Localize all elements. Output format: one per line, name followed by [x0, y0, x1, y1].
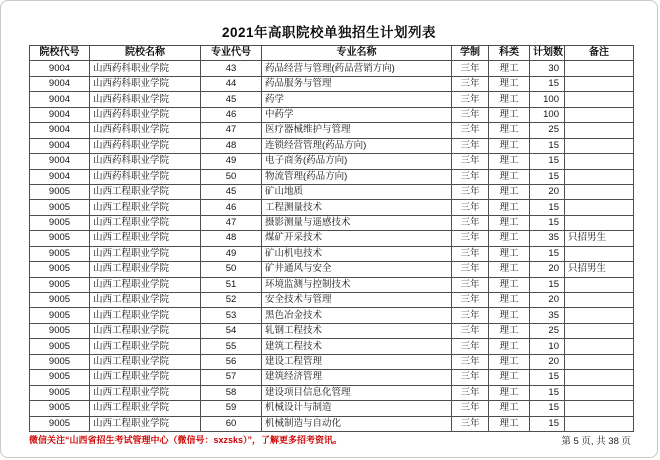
cell-college-name: 山西药科职业学院: [90, 61, 201, 76]
cell-duration: 三年: [452, 76, 489, 91]
cell-plan-count: 35: [530, 231, 565, 246]
cell-major-name: 中药学: [262, 107, 452, 122]
cell-plan-count: 15: [530, 200, 565, 215]
cell-college-code: 9005: [30, 293, 90, 308]
cell-remark: [565, 308, 634, 323]
cell-remark: [565, 76, 634, 91]
cell-duration: 三年: [452, 215, 489, 230]
cell-college-code: 9005: [30, 184, 90, 199]
cell-major-name: 连锁经营管理(药品方向): [262, 138, 452, 153]
cell-plan-count: 15: [530, 370, 565, 385]
cell-duration: 三年: [452, 61, 489, 76]
cell-major-name: 药学: [262, 92, 452, 107]
cell-college-name: 山西药科职业学院: [90, 107, 201, 122]
cell-remark: [565, 293, 634, 308]
cell-major-code: 49: [201, 246, 262, 261]
cell-plan-count: 15: [530, 277, 565, 292]
cell-college-name: 山西工程职业学院: [90, 339, 201, 354]
table-row: [30, 107, 634, 122]
table-row: [30, 323, 634, 338]
cell-category: 理工: [489, 107, 530, 122]
cell-duration: 三年: [452, 323, 489, 338]
enrollment-plan-table: [29, 45, 634, 432]
table-row: [30, 200, 634, 215]
column-header-remark: 备注: [565, 46, 634, 61]
cell-college-name: 山西工程职业学院: [90, 370, 201, 385]
table-row: [30, 277, 634, 292]
cell-duration: 三年: [452, 246, 489, 261]
cell-major-name: 机械设计与制造: [262, 401, 452, 416]
cell-major-code: 50: [201, 262, 262, 277]
cell-category: 理工: [489, 154, 530, 169]
cell-major-name: 轧钢工程技术: [262, 323, 452, 338]
cell-remark: 只招男生: [565, 262, 634, 277]
cell-duration: 三年: [452, 200, 489, 215]
cell-college-name: 山西工程职业学院: [90, 308, 201, 323]
cell-major-code: 54: [201, 323, 262, 338]
cell-remark: [565, 154, 634, 169]
cell-plan-count: 15: [530, 169, 565, 184]
cell-duration: 三年: [452, 92, 489, 107]
cell-duration: 三年: [452, 277, 489, 292]
cell-college-code: 9005: [30, 277, 90, 292]
cell-major-code: 57: [201, 370, 262, 385]
cell-category: 理工: [489, 370, 530, 385]
cell-category: 理工: [489, 401, 530, 416]
cell-college-name: 山西工程职业学院: [90, 354, 201, 369]
cell-college-name: 山西工程职业学院: [90, 293, 201, 308]
page-title: 2021年高职院校单独招生计划列表: [221, 25, 437, 40]
cell-remark: [565, 215, 634, 230]
cell-college-name: 山西工程职业学院: [90, 416, 201, 431]
cell-college-code: 9004: [30, 138, 90, 153]
cell-college-code: 9004: [30, 76, 90, 91]
cell-college-name: 山西工程职业学院: [90, 215, 201, 230]
cell-duration: 三年: [452, 339, 489, 354]
cell-remark: [565, 92, 634, 107]
cell-remark: [565, 200, 634, 215]
cell-duration: 三年: [452, 123, 489, 138]
column-header-college-name: 院校名称: [90, 46, 201, 61]
cell-college-code: 9005: [30, 323, 90, 338]
cell-plan-count: 10: [530, 339, 565, 354]
cell-plan-count: 25: [530, 323, 565, 338]
cell-duration: 三年: [452, 308, 489, 323]
cell-duration: 三年: [452, 293, 489, 308]
table-row: [30, 293, 634, 308]
cell-remark: [565, 246, 634, 261]
cell-college-name: 山西药科职业学院: [90, 154, 201, 169]
cell-category: 理工: [489, 323, 530, 338]
cell-major-name: 矿山地质: [262, 184, 452, 199]
cell-duration: 三年: [452, 370, 489, 385]
cell-college-code: 9005: [30, 401, 90, 416]
cell-plan-count: 15: [530, 401, 565, 416]
cell-category: 理工: [489, 169, 530, 184]
table-row: [30, 354, 634, 369]
table-row: [30, 370, 634, 385]
cell-college-code: 9004: [30, 107, 90, 122]
cell-college-name: 山西工程职业学院: [90, 246, 201, 261]
cell-plan-count: 20: [530, 184, 565, 199]
cell-major-code: 45: [201, 92, 262, 107]
cell-category: 理工: [489, 92, 530, 107]
cell-college-code: 9005: [30, 231, 90, 246]
cell-college-name: 山西药科职业学院: [90, 76, 201, 91]
cell-plan-count: 25: [530, 123, 565, 138]
cell-category: 理工: [489, 246, 530, 261]
cell-college-code: 9004: [30, 92, 90, 107]
cell-plan-count: 15: [530, 154, 565, 169]
cell-major-name: 矿山机电技术: [262, 246, 452, 261]
cell-major-name: 摄影测量与遥感技术: [262, 215, 452, 230]
cell-remark: [565, 123, 634, 138]
cell-plan-count: 20: [530, 293, 565, 308]
cell-major-code: 48: [201, 231, 262, 246]
table-row: [30, 184, 634, 199]
cell-major-name: 工程测量技术: [262, 200, 452, 215]
column-header-major-name: 专业名称: [262, 46, 452, 61]
cell-plan-count: 15: [530, 385, 565, 400]
cell-plan-count: 20: [530, 262, 565, 277]
cell-category: 理工: [489, 138, 530, 153]
cell-college-code: 9005: [30, 416, 90, 431]
cell-category: 理工: [489, 385, 530, 400]
table-row: [30, 215, 634, 230]
cell-plan-count: 15: [530, 416, 565, 431]
cell-college-code: 9004: [30, 169, 90, 184]
cell-college-name: 山西工程职业学院: [90, 200, 201, 215]
cell-college-name: 山西工程职业学院: [90, 401, 201, 416]
cell-plan-count: 15: [530, 215, 565, 230]
cell-college-name: 山西工程职业学院: [90, 277, 201, 292]
cell-major-code: 53: [201, 308, 262, 323]
cell-duration: 三年: [452, 231, 489, 246]
cell-major-code: 47: [201, 123, 262, 138]
cell-category: 理工: [489, 416, 530, 431]
cell-remark: [565, 138, 634, 153]
column-header-major-code: 专业代号: [201, 46, 262, 61]
cell-major-name: 机械制造与自动化: [262, 416, 452, 431]
cell-category: 理工: [489, 354, 530, 369]
cell-category: 理工: [489, 200, 530, 215]
cell-college-code: 9005: [30, 262, 90, 277]
cell-major-name: 建设工程管理: [262, 354, 452, 369]
table-row: [30, 92, 634, 107]
cell-college-code: 9005: [30, 339, 90, 354]
cell-major-name: 安全技术与管理: [262, 293, 452, 308]
cell-category: 理工: [489, 293, 530, 308]
column-header-category: 科类: [489, 46, 530, 61]
cell-remark: [565, 354, 634, 369]
cell-major-code: 58: [201, 385, 262, 400]
cell-plan-count: 100: [530, 107, 565, 122]
cell-duration: 三年: [452, 262, 489, 277]
cell-major-name: 医疗器械维护与管理: [262, 123, 452, 138]
cell-plan-count: 100: [530, 92, 565, 107]
cell-plan-count: 15: [530, 138, 565, 153]
cell-category: 理工: [489, 61, 530, 76]
cell-duration: 三年: [452, 354, 489, 369]
cell-plan-count: 20: [530, 354, 565, 369]
cell-college-name: 山西药科职业学院: [90, 169, 201, 184]
cell-major-code: 45: [201, 184, 262, 199]
cell-major-name: 煤矿开采技术: [262, 231, 452, 246]
cell-major-name: 建筑经济管理: [262, 370, 452, 385]
cell-college-code: 9005: [30, 246, 90, 261]
cell-college-code: 9004: [30, 154, 90, 169]
cell-college-code: 9004: [30, 61, 90, 76]
wechat-notice: 微信关注“山西省招生考试管理中心（微信号：sxzsks）”，了解更多招考资讯。: [29, 435, 343, 445]
cell-college-code: 9005: [30, 308, 90, 323]
cell-remark: [565, 184, 634, 199]
cell-major-code: 46: [201, 200, 262, 215]
table-row: [30, 262, 634, 277]
cell-major-name: 电子商务(药品方向): [262, 154, 452, 169]
cell-major-code: 43: [201, 61, 262, 76]
cell-category: 理工: [489, 123, 530, 138]
cell-college-name: 山西工程职业学院: [90, 184, 201, 199]
cell-major-code: 44: [201, 76, 262, 91]
table-row: [30, 76, 634, 91]
cell-major-name: 矿井通风与安全: [262, 262, 452, 277]
column-header-duration: 学制: [452, 46, 489, 61]
cell-major-code: 46: [201, 107, 262, 122]
cell-plan-count: 35: [530, 308, 565, 323]
cell-major-name: 药品经营与管理(药品营销方向): [262, 61, 452, 76]
cell-remark: [565, 323, 634, 338]
cell-remark: [565, 416, 634, 431]
cell-major-name: 建筑工程技术: [262, 339, 452, 354]
cell-remark: 只招男生: [565, 231, 634, 246]
page-number-info: 第 5 页, 共 38 页: [561, 436, 631, 447]
cell-major-code: 56: [201, 354, 262, 369]
cell-major-code: 48: [201, 138, 262, 153]
cell-duration: 三年: [452, 107, 489, 122]
cell-major-name: 药品服务与管理: [262, 76, 452, 91]
cell-category: 理工: [489, 262, 530, 277]
table-row: [30, 154, 634, 169]
cell-college-code: 9004: [30, 123, 90, 138]
cell-major-code: 50: [201, 169, 262, 184]
cell-duration: 三年: [452, 385, 489, 400]
cell-plan-count: 15: [530, 76, 565, 91]
cell-college-name: 山西药科职业学院: [90, 138, 201, 153]
cell-college-name: 山西药科职业学院: [90, 123, 201, 138]
table-row: [30, 308, 634, 323]
table-row: [30, 246, 634, 261]
cell-category: 理工: [489, 277, 530, 292]
cell-category: 理工: [489, 184, 530, 199]
table-row: [30, 123, 634, 138]
cell-major-name: 建设项目信息化管理: [262, 385, 452, 400]
cell-college-name: 山西工程职业学院: [90, 231, 201, 246]
cell-duration: 三年: [452, 154, 489, 169]
table-header: [30, 46, 634, 61]
cell-major-code: 49: [201, 154, 262, 169]
cell-college-code: 9005: [30, 200, 90, 215]
cell-category: 理工: [489, 339, 530, 354]
cell-duration: 三年: [452, 169, 489, 184]
table-row: [30, 169, 634, 184]
cell-duration: 三年: [452, 401, 489, 416]
cell-major-code: 47: [201, 215, 262, 230]
cell-college-code: 9005: [30, 370, 90, 385]
cell-college-name: 山西工程职业学院: [90, 323, 201, 338]
cell-major-name: 黑色冶金技术: [262, 308, 452, 323]
cell-category: 理工: [489, 308, 530, 323]
cell-major-code: 52: [201, 293, 262, 308]
cell-college-code: 9005: [30, 215, 90, 230]
cell-college-name: 山西工程职业学院: [90, 262, 201, 277]
cell-duration: 三年: [452, 184, 489, 199]
cell-remark: [565, 61, 634, 76]
column-header-plan-count: 计划数: [530, 46, 565, 61]
cell-category: 理工: [489, 76, 530, 91]
cell-remark: [565, 107, 634, 122]
cell-duration: 三年: [452, 138, 489, 153]
cell-category: 理工: [489, 215, 530, 230]
table-body: [30, 61, 634, 432]
cell-remark: [565, 385, 634, 400]
cell-remark: [565, 277, 634, 292]
cell-remark: [565, 339, 634, 354]
column-header-college-code: 院校代号: [30, 46, 90, 61]
table-row: [30, 138, 634, 153]
cell-remark: [565, 401, 634, 416]
table-row: [30, 231, 634, 246]
cell-college-name: 山西药科职业学院: [90, 92, 201, 107]
cell-major-code: 55: [201, 339, 262, 354]
cell-college-name: 山西工程职业学院: [90, 385, 201, 400]
cell-college-code: 9005: [30, 354, 90, 369]
cell-duration: 三年: [452, 416, 489, 431]
cell-major-name: 环境监测与控制技术: [262, 277, 452, 292]
table-row: [30, 401, 634, 416]
table-row: [30, 385, 634, 400]
table-row: [30, 339, 634, 354]
cell-remark: [565, 169, 634, 184]
cell-college-code: 9005: [30, 385, 90, 400]
cell-remark: [565, 370, 634, 385]
table-header-row: [30, 46, 634, 61]
table-row: [30, 416, 634, 431]
table-row: [30, 61, 634, 76]
cell-major-code: 59: [201, 401, 262, 416]
cell-plan-count: 30: [530, 61, 565, 76]
cell-major-code: 60: [201, 416, 262, 431]
cell-major-code: 51: [201, 277, 262, 292]
cell-major-name: 物流管理(药品方向): [262, 169, 452, 184]
cell-category: 理工: [489, 231, 530, 246]
cell-plan-count: 15: [530, 246, 565, 261]
